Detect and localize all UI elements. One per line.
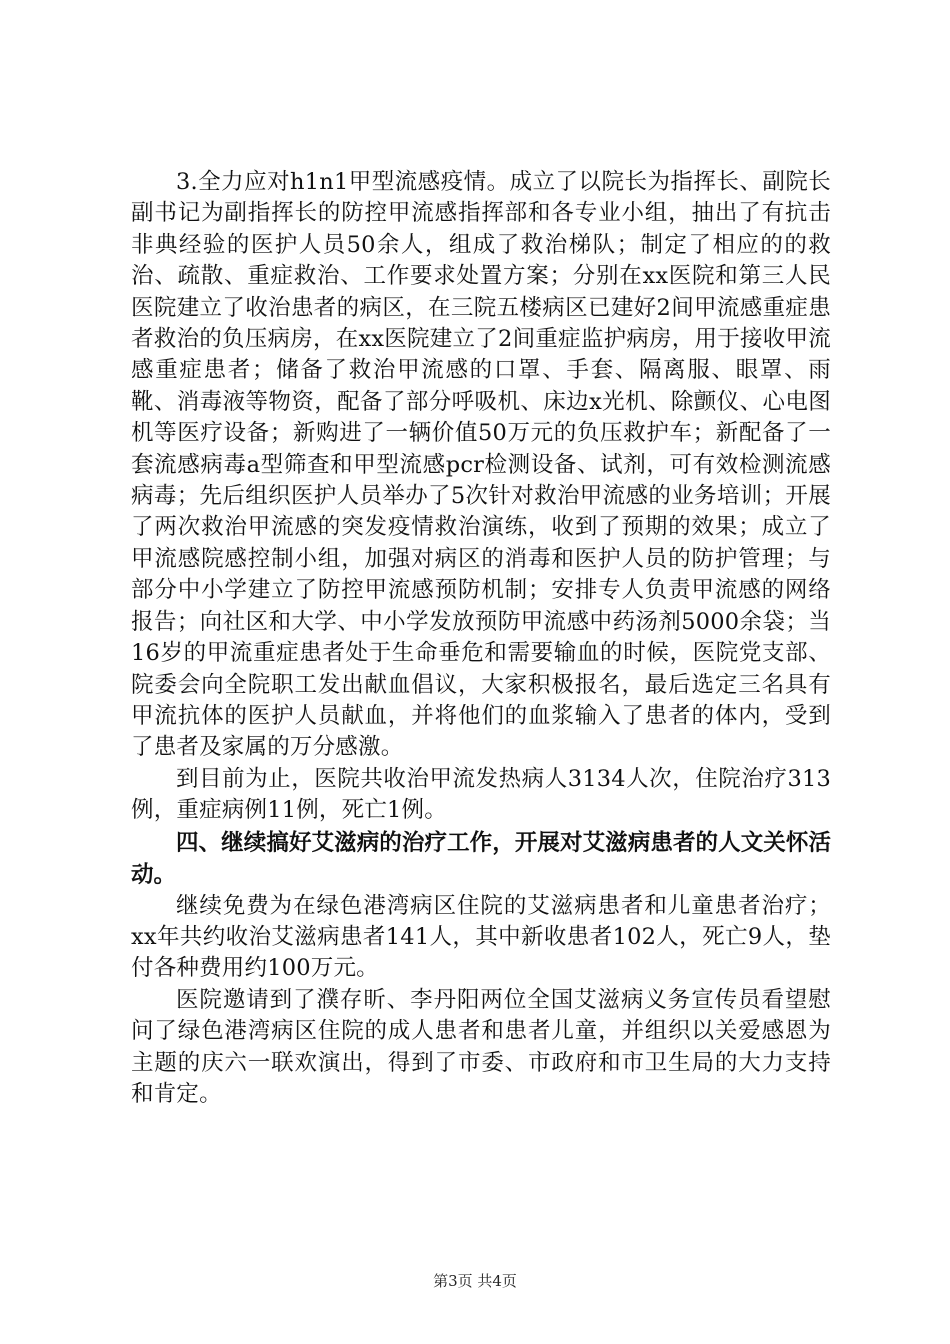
document-body [131, 167, 831, 1110]
paragraph-aids-care-event: 医院邀请到了濮存昕、李丹阳两位全国艾滋病义务宣传员看望慰问了绿色港湾病区住院的成人患者和患者儿童，并组织以关爱感恩为主题的庆六一联欢演出，得到了市委、市政府和市卫生局的大力支持和肯定。 [131, 986, 831, 1107]
page-number-footer: 第3页 共4页 [433, 1272, 517, 1290]
paragraph-h1n1-response: 3.全力应对h1n1甲型流感疫情。成立了以院长为指挥长、副院长副书记为副指挥长的防控甲流感指挥部和各专业小组，抽出了有抗击非典经验的医护人员50余人，组成了救治梯队；制定了相应的的救治、疏散、重症救治、工作要求处置方案；分别在xx医院和第三人民医院建立了收治患者的病区，在三院五楼病区已建好2间甲流感重症患者救治的负压病房，在xx医院建立了2间重症监护病房，用于接收甲流感重症患者；储备了救治甲流感的口罩、手套、隔离服、眼罩、雨靴、消毒液等物资，配备了部分呼吸机、床边x光机、除颤仪、心电图机等医疗设备；新购进了一辆价值50万元的负压救护车；新配备了一套流感病毒a型筛查和甲型流感pcr检测设备、试剂，可有效检测流感病毒；先后组织医护人员举办了5次针对救治甲流感的业务培训；开展了两次救治甲流感的突发疫情救治演练，收到了预期的效果；成立了甲流感院感控制小组，加强对病区的消毒和医护人员的防护管理；与部分中小学建立了防控甲流感预防机制；安排专人负责甲流感的网络报告；向社区和大学、中小学发放预防甲流感中药汤剂5000余袋；当16岁的甲流重症患者处于生命垂危和需要输血的时候，医院党支部、院委会向全院职工发出献血倡议，大家积极报名，最后选定三名具有甲流抗体的医护人员献血，并将他们的血浆输入了患者的体内，受到了患者及家属的万分感激。 [131, 169, 831, 761]
section-heading-aids: 四、继续搞好艾滋病的治疗工作，开展对艾滋病患者的人文关怀活动。 [131, 829, 831, 888]
paragraph-h1n1-statistics: 到目前为止，医院共收治甲流发热病人3134人次，住院治疗313例，重症病例11例，死亡1例。 [131, 765, 831, 824]
paragraph-aids-treatment: 继续免费为在绿色港湾病区住院的艾滋病患者和儿童患者治疗；xx年共约收治艾滋病患者141人，其中新收患者102人，死亡9人，垫付各种费用约100万元。 [131, 892, 831, 982]
